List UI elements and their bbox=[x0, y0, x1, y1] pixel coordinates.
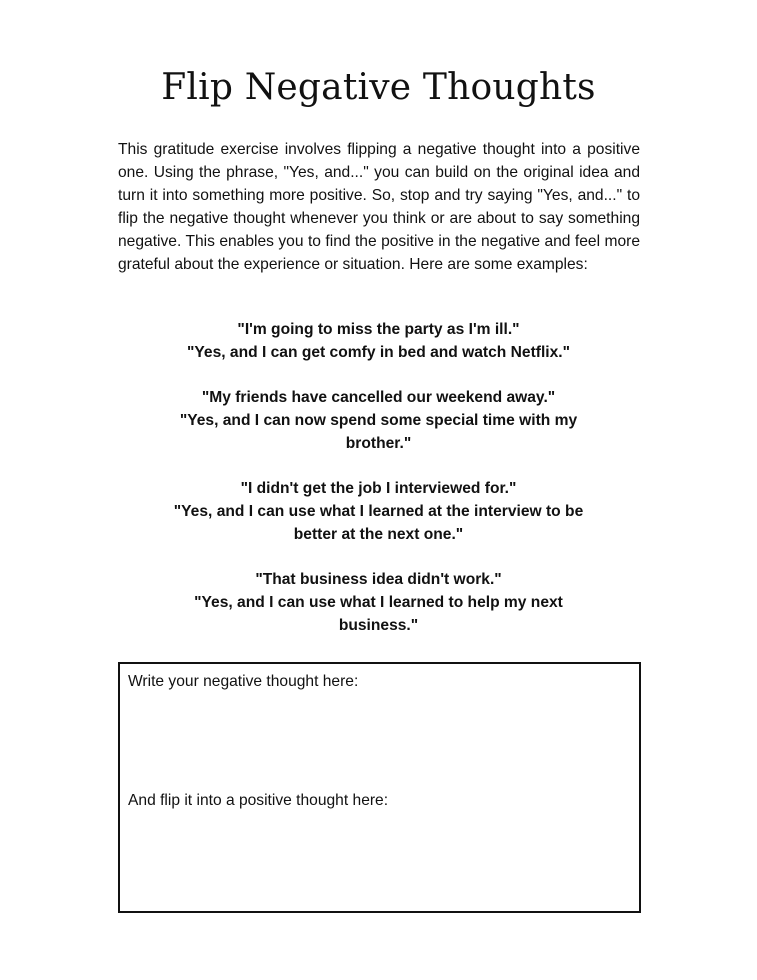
page-title: Flip Negative Thoughts bbox=[161, 67, 596, 108]
example-negative-thought: "I didn't get the job I interviewed for." bbox=[240, 480, 517, 497]
example-negative-thought: "I'm going to miss the party as I'm ill." bbox=[237, 321, 520, 338]
negative-thought-write-area[interactable] bbox=[128, 698, 631, 784]
example-positive-thought: "Yes, and I can use what I learned to help my next business." bbox=[194, 594, 563, 634]
example-positive-thought: "Yes, and I can get comfy in bed and watch Netflix." bbox=[186, 344, 571, 361]
negative-thought-prompt: Write your negative thought here: bbox=[128, 673, 359, 690]
example-positive-thought: "Yes, and I can now spend some special time with my brother." bbox=[179, 412, 578, 452]
example-positive-thought: "Yes, and I can use what I learned at the interview to be better at the next one." bbox=[173, 503, 584, 543]
worksheet-box bbox=[118, 662, 641, 913]
intro-paragraph: This gratitude exercise involves flipping a negative thought into a positive one. Using the phrase, "Yes, and..." you can build on the original idea and turn it into something more positive. So, stop and try saying "Yes, and..." to flip the negative thought whenever you think or are about to say something negative. This enables you to find the positive in the negative and feel more grateful about the experience or situation. Here are some examples: bbox=[118, 141, 640, 273]
example-item bbox=[160, 477, 597, 546]
example-item bbox=[160, 568, 597, 637]
example-negative-thought: "That business idea didn't work." bbox=[255, 571, 502, 588]
example-item bbox=[160, 318, 597, 364]
example-item bbox=[160, 386, 597, 455]
positive-thought-write-area[interactable] bbox=[128, 817, 631, 903]
examples-list bbox=[160, 318, 597, 659]
positive-thought-prompt: And flip it into a positive thought here: bbox=[128, 792, 389, 809]
example-negative-thought: "My friends have cancelled our weekend away." bbox=[201, 389, 556, 406]
